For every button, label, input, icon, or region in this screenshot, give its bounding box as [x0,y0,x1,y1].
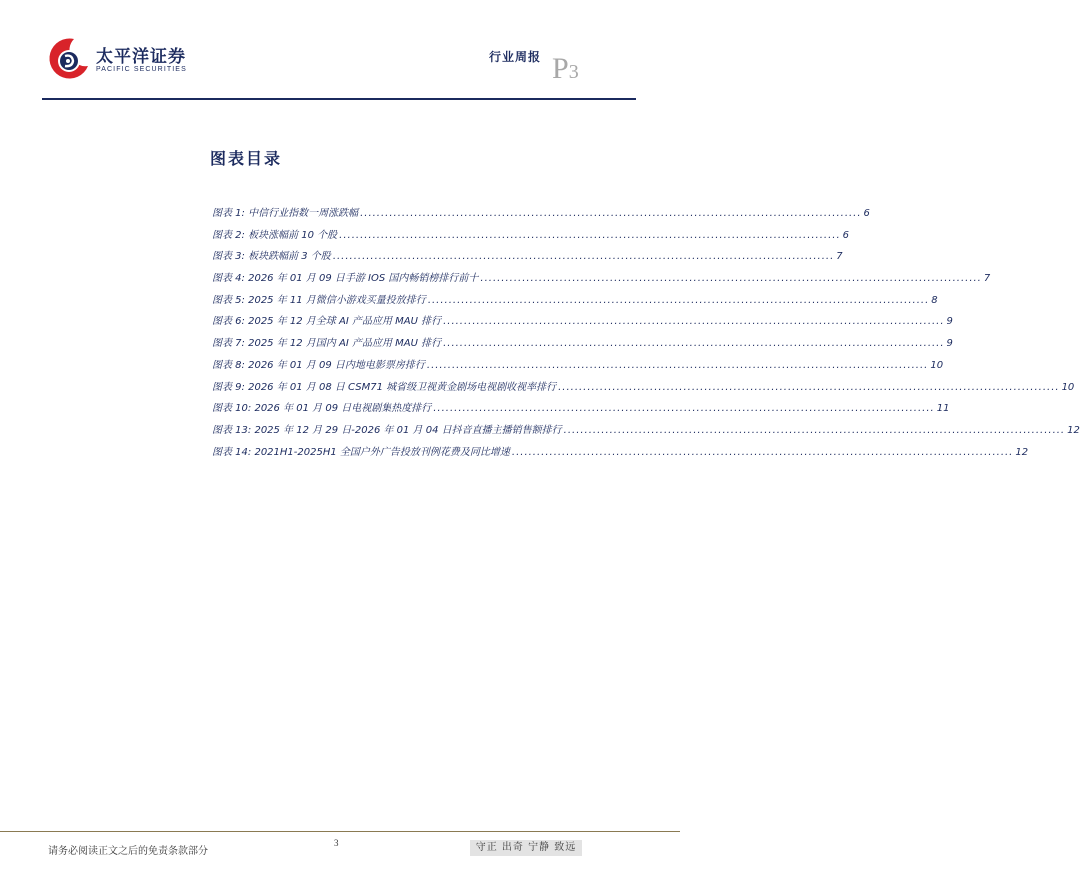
toc-entry-page: 6 [863,208,870,219]
page-letter: P [552,52,569,85]
toc-leader-dots [558,382,1059,393]
toc-entry-label: 图表 3: 板块跌幅前 3 个股 [212,251,331,263]
toc-entry[interactable] [212,399,950,421]
toc-entry[interactable] [212,269,991,291]
toc-entry-label: 图表 2: 板块涨幅前 10 个股 [212,229,338,241]
report-type-label: 行业周报 [489,50,542,64]
logo-chinese-name: 太平洋证券 [96,47,186,67]
toc-entry-label: 图表 6: 2025 年 12 月全球 AI 产品应用 MAU 排行 [212,316,442,328]
company-logo [48,34,188,86]
toc-leader-dots [443,316,944,327]
toc-entry-label: 图表 7: 2025 年 12 月国内 AI 产品应用 MAU 排行 [212,338,442,350]
toc-entry-label: 图表 1: 中信行业指数一周涨跌幅 [212,208,359,219]
toc-entry-label: 图表 10: 2026 年 01 月 09 日电视剧集热度排行 [212,403,432,415]
toc-entry-label: 图表 8: 2026 年 01 月 09 日内地电影票房排行 [212,359,425,371]
toc-entry-page: 12 [1015,446,1029,458]
toc-entry-page: 11 [936,403,950,415]
toc-entry[interactable] [212,226,849,248]
toc-entry-page: 9 [946,338,953,350]
toc-entry-page: 10 [1061,381,1075,393]
toc-leader-dots [443,338,944,349]
toc-leader-dots [480,273,981,284]
toc-entry-label: 图表 14: 2021H1-2025H1 全国户外广告投放刊例花费及同比增速 [212,446,510,458]
toc-entry[interactable] [212,334,953,356]
toc-entry[interactable] [212,204,870,226]
toc-entry[interactable] [212,421,1080,443]
toc-entry[interactable] [212,378,1075,400]
toc-leader-dots [339,230,840,241]
toc-entry[interactable] [212,247,843,269]
toc-entry[interactable] [212,443,1029,465]
toc-leader-dots [428,295,929,306]
toc-entry-page: 7 [983,273,991,285]
toc-leader-dots [512,447,1013,458]
toc-entry-label: 图表 5: 2025 年 11 月微信小游戏买量投放排行 [212,294,426,306]
toc-leader-dots [333,251,834,262]
toc-entry-page: 9 [946,316,953,328]
toc-entry-page: 8 [931,294,938,306]
toc-entry[interactable] [212,356,944,378]
pacific-securities-logo-icon [48,36,90,82]
logo-english-name: PACIFIC SECURITIES [96,66,187,73]
toc-entry-label: 图表 9: 2026 年 01 月 08 日 CSM71 城省级卫视黄金剧场电视剧收视率排行 [212,381,557,393]
toc-leader-dots [427,360,928,371]
header-page-number: 3 [568,61,579,83]
toc-entry-page: 12 [1067,424,1080,436]
toc-entry-page: 6 [842,229,849,241]
toc-title: 图表目录 [210,149,283,168]
footer-disclaimer: 请务必阅读正文之后的免责条款部分 [48,846,208,857]
toc-leader-dots [564,425,1065,436]
footer-divider [0,831,680,832]
toc-entry-label: 图表 4: 2026 年 01 月 09 日手游 IOS 国内畅销榜排行前十 [212,273,479,285]
toc-entry-label: 图表 13: 2025 年 12 月 29 日-2026 年 01 月 04 日抖音直播主播销售额排行 [212,424,562,436]
footer-slogan: 守正 出奇 宁静 致远 [470,840,582,856]
toc-entry[interactable] [212,291,938,313]
header-page-indicator [552,54,579,87]
page-header [0,0,680,102]
toc-entry[interactable] [212,312,953,334]
figure-table-of-contents [212,204,1080,464]
toc-entry-page: 10 [930,359,944,371]
toc-leader-dots [433,403,934,414]
toc-entry-page: 7 [836,251,843,263]
toc-leader-dots [360,208,861,219]
header-divider [42,98,636,100]
footer-page-number: 3 [334,838,339,848]
